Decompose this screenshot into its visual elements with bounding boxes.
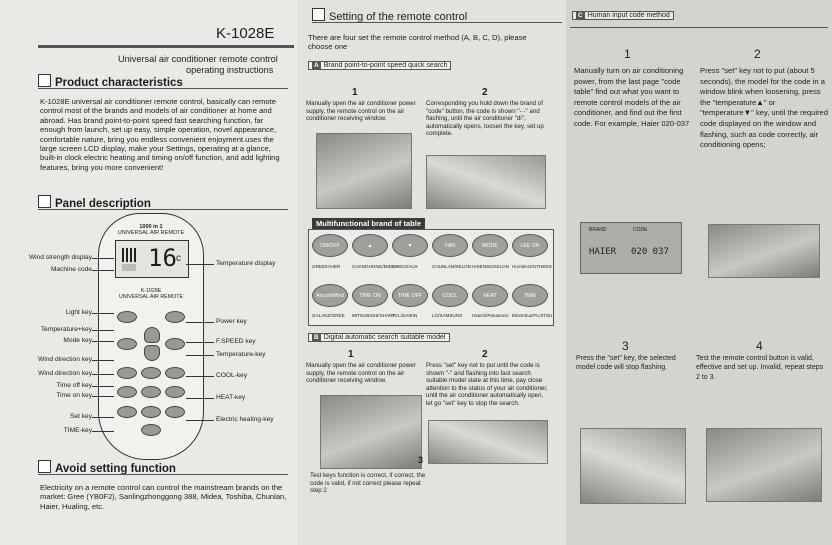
b-step1-photo	[320, 395, 422, 469]
a-step2-text: Corresponding you hold down the brand of "code" button, the code is shown "- -" and flashing, until the air conditioner "di", automatically opens, loosen the key, set up complete.	[426, 100, 544, 138]
left-label: Wind strength display	[28, 254, 92, 261]
b-step2-text: Press "set" key not to put until the code is shown "-" and flashing into fast search suitable model state at this time, pay close attention to the status of your air conditioner, until the air conditioner automatically open, let go "set" key to stop the search.	[426, 362, 548, 407]
square-icon	[38, 460, 51, 473]
b-step3-text: Test keys function is correct, if correct, the code is valid, if not correct please repeat step 2	[310, 472, 426, 495]
brand-name: HUABAO/OTHERS	[512, 264, 552, 269]
method-c-tag: C Human input code method	[572, 11, 674, 20]
lcd-code-label: CODE	[633, 227, 648, 233]
product-heading-rule	[38, 88, 288, 89]
leader-line	[186, 355, 214, 356]
remote-control	[98, 213, 204, 460]
brand-key-button[interactable]: ON/OFF	[312, 234, 348, 257]
panel-heading-rule	[38, 209, 288, 210]
brand-name: GALANZ/GREE	[312, 313, 345, 318]
fspeed-button[interactable]	[165, 338, 185, 350]
brand-key-button[interactable]: Aircon/Wind	[312, 284, 348, 307]
left-label: Wind direction key	[38, 356, 92, 363]
lcd-unit: c	[176, 253, 181, 264]
method-b-tag: B Digital automatic search suitable model	[308, 333, 450, 342]
b-step2-photo	[428, 420, 548, 464]
leader-line	[186, 322, 214, 323]
remote-brand-top: 1000 in 1 UNIVERSAL AIR REMOTE	[117, 224, 185, 236]
middle-page	[298, 0, 566, 545]
extra-button[interactable]	[141, 424, 161, 436]
square-icon	[38, 74, 51, 87]
leader-line	[186, 398, 214, 399]
right-page	[566, 0, 832, 545]
left-page	[0, 0, 298, 545]
heat-button[interactable]	[165, 386, 185, 398]
lcd-brand-value: HAIER	[589, 247, 617, 257]
brand-key-button[interactable]: COOL	[432, 284, 468, 307]
electric-heating-button[interactable]	[165, 406, 185, 418]
a-step1-text: Manually open the air conditioner power supply, the remote control on the air conditioner receiving window.	[306, 100, 416, 123]
b-step2-number: 2	[482, 349, 488, 360]
lcd-brand-label: BRAND	[589, 227, 607, 233]
model-title: K-1028E	[216, 25, 275, 42]
c-step3-text: Press the "set" key, the selected model code will stop flashing.	[576, 355, 676, 372]
wind-direction-button-1[interactable]	[117, 367, 137, 379]
left-label: Time off key	[56, 382, 92, 389]
left-label: Mode key	[63, 337, 92, 344]
brand-key-button[interactable]: LEE ON	[512, 234, 548, 257]
avoid-heading-rule	[38, 474, 288, 475]
setting-heading-rule	[312, 22, 562, 23]
a-step2-photo	[426, 155, 546, 209]
brand-key-button[interactable]: MODE	[472, 234, 508, 257]
a-step1-number: 1	[352, 87, 358, 98]
lcd-code-value: 020 037	[631, 247, 669, 257]
remote-lcd	[115, 240, 189, 278]
c-step4-photo	[706, 428, 822, 502]
brand-name: CHANGHONG/MIDEA	[352, 264, 399, 269]
leader-line	[92, 386, 114, 387]
method-c-rule	[570, 27, 828, 28]
c-step3-photo	[580, 428, 686, 504]
square-icon	[312, 8, 325, 21]
c-step4-number: 4	[756, 339, 763, 353]
cool-button[interactable]	[165, 367, 185, 379]
title-rule	[38, 45, 294, 48]
leader-line	[92, 374, 114, 375]
product-heading: Product characteristics	[38, 74, 183, 89]
square-icon	[38, 195, 51, 208]
brand-key-button[interactable]: HEAT	[472, 284, 508, 307]
c-step3-number: 3	[622, 339, 629, 353]
panel-heading: Panel description	[38, 195, 151, 210]
right-label: HEAT-key	[216, 394, 246, 401]
c-step2-photo	[708, 224, 820, 278]
subtitle-line1: Universal air conditioner remote control	[118, 54, 278, 64]
temp-up-button[interactable]	[144, 327, 160, 343]
c-step4-text: Test the remote control button is valid, effective and set up. Invalid, repeat steps 2 to 3.	[696, 355, 824, 381]
wind-strength-bars-icon	[122, 248, 136, 262]
c-step1-number: 1	[624, 47, 631, 61]
wind-direction-button-2[interactable]	[141, 367, 161, 379]
brand-name: TCL/DAIKIN	[392, 313, 418, 318]
a-step1-photo	[316, 133, 412, 209]
set-button[interactable]	[117, 406, 137, 418]
leader-line	[186, 342, 214, 343]
b-step1-number: 1	[348, 349, 354, 360]
left-label: Machine code	[50, 266, 92, 273]
method-a-tag: A Brand point-to-point speed quick search	[308, 61, 451, 70]
brand-table-title: Multifunctional brand of table	[312, 218, 425, 229]
time-off-button[interactable]	[117, 386, 137, 398]
brand-name: Electrolux/FUJITSU	[512, 313, 553, 318]
product-text: K-1028E universal air conditioner remote control, basically can remote control most of the brands and models of air conditioner at home and abroad. Has brand point-to-point speed fast searching function, far enough from launch, set up easy, simple operation, novel appearance, comfortable nature, bring you endless convenient enjoyment.uses the large screen LCD display, make your Settings, operating at a glance, built-in clock electric heating and timing on/off function, and add lighting features, bring you more convenient!	[40, 97, 280, 172]
subtitle-line2: operating instructions	[186, 65, 274, 75]
brand-key-button[interactable]: ▼	[392, 234, 428, 257]
power-button[interactable]	[165, 311, 185, 323]
brand-key-button[interactable]: TIME ON	[352, 284, 388, 307]
right-label: Temperature display	[216, 260, 276, 267]
brand-key-button[interactable]: FAN	[432, 234, 468, 257]
temp-down-button[interactable]	[144, 345, 160, 361]
b-step1-text: Manually open the air conditioner power supply, the remote control on the air conditioner receiving window.	[306, 362, 416, 385]
time-on-button[interactable]	[141, 386, 161, 398]
b-step3-number: 3	[418, 455, 424, 465]
leader-line	[92, 396, 114, 397]
leader-line	[186, 420, 214, 421]
brand-name: GREE/HAIER	[312, 264, 341, 269]
lcd-temperature: 16	[148, 244, 177, 272]
code-lcd-display	[580, 222, 682, 274]
left-label: Set key	[70, 413, 92, 420]
brand-key-button[interactable]: ▲	[352, 234, 388, 257]
left-label: TIME-key	[63, 427, 92, 434]
light-button[interactable]	[117, 311, 137, 323]
right-label: Temperature-key	[216, 351, 266, 358]
leader-line	[92, 341, 114, 342]
right-label: COOL-key	[216, 372, 248, 379]
left-label: Temperature+key	[40, 326, 92, 333]
leader-line	[186, 376, 214, 377]
lcd-machine-code	[122, 264, 136, 271]
leader-line	[92, 330, 114, 331]
brand-name: CHUNLAN/KELON	[432, 264, 472, 269]
leader-line	[92, 360, 114, 361]
brand-name: Hitachi/Panasonic	[472, 313, 509, 318]
leader-line	[92, 313, 114, 314]
leader-line	[92, 417, 114, 418]
brand-name: LG/SAMSUNG	[432, 313, 463, 318]
avoid-heading: Avoid setting function	[38, 460, 176, 475]
right-label: Electric heating-key	[216, 416, 274, 423]
c-step2-text: Press "set" key not to put (about 5 seconds), the model for the code in a window blink when loosening, press the "temperature▲" or "temperature▼" key, until the required code displayed on the window and flashing, such as code correctly, air conditioning opens;	[700, 66, 828, 150]
mode-button[interactable]	[117, 338, 137, 350]
setting-intro: There are four set the remote control method (A, B, C, D), please choose one	[308, 33, 527, 52]
c-step1-text: Manually turn on air conditioning power, from the last page "code table" find out what you want to remote control models of the air conditioner, and find out the first code. For example, Haier 020-037	[574, 66, 690, 128]
right-label: F.SPEED key	[216, 338, 256, 345]
avoid-text: Electricity on a remote control can control the mainstream brands on the market: Gree (YB0F2), Sanlingzhonggong 388, Midea, Toshiba, Chunlan, Haier, Hualing, etc.	[40, 483, 287, 511]
a-step2-number: 2	[482, 87, 488, 98]
leader-line	[92, 431, 114, 432]
leader-line	[92, 258, 114, 259]
setting-heading: Setting of the remote control	[312, 8, 467, 23]
remote-brand-mid: K-1028E UNIVERSAL AIR REMOTE	[119, 288, 183, 300]
brand-key-button[interactable]: TIME	[512, 284, 548, 307]
left-label: Wind direction key	[38, 370, 92, 377]
brand-name: MITSUBISHI/SHARP	[352, 313, 396, 318]
time-minus-button[interactable]	[141, 406, 161, 418]
left-label: Time on key	[56, 392, 92, 399]
leader-line	[92, 270, 114, 271]
right-label: Power key	[216, 318, 247, 325]
brand-key-button[interactable]: TIME OFF	[392, 284, 428, 307]
brand-name: HISENSE/KELON	[472, 264, 510, 269]
leader-line	[186, 264, 214, 265]
brand-name: CHIGO/AUX	[392, 264, 418, 269]
c-step2-number: 2	[754, 47, 761, 61]
left-label: Light key	[65, 309, 92, 316]
